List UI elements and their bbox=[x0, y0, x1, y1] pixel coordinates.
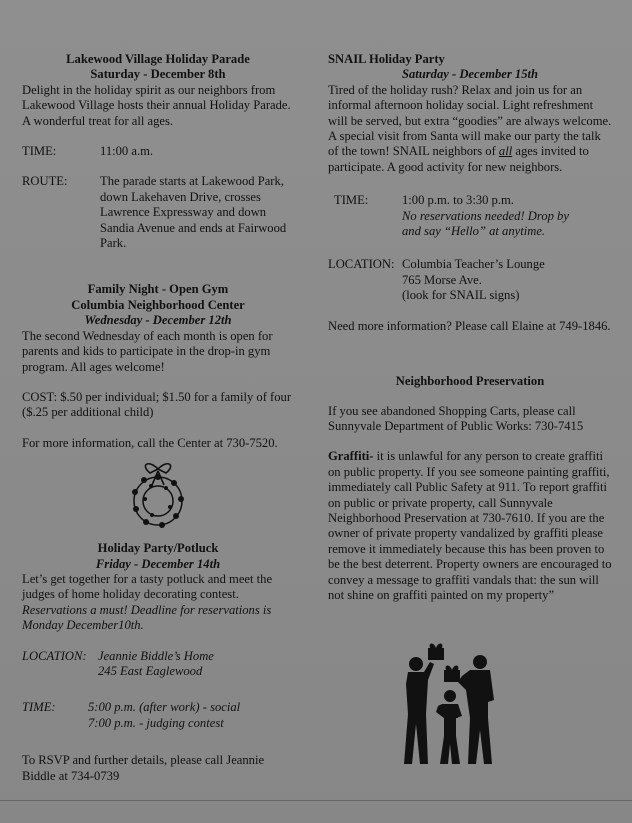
snail-location-label: LOCATION: bbox=[328, 257, 395, 272]
snail-location-row bbox=[328, 257, 612, 303]
potluck-date: Friday - December 14th bbox=[95, 556, 221, 571]
graffiti-label: Graffiti- bbox=[328, 449, 374, 464]
snail-time-label: TIME: bbox=[334, 193, 369, 208]
gym-body: The second Wednesday of each month is open for parents and kids to participate in the drop-in gym program. All ages welcome! bbox=[22, 328, 273, 374]
gym-info: For more information, call the Center at 730-7520. bbox=[22, 435, 278, 450]
snail-date: Saturday - December 15th bbox=[401, 67, 539, 82]
snail-location-line3: (look for SNAIL signs) bbox=[402, 288, 520, 303]
graffiti-body: it is unlawful for any person to create graffiti on public property. If you see someone painting graffiti, immediately call Public Safety at 911. To report graffiti on public or private property, call Sunnyvale Neighborhood Preservation at 730-7610. If you are the owner of private property vandalized by graffiti please remove it immediately because this has been proven to be the best deterrent. Property owners are encouraged to convey a message to graffiti vandals that: the sun will not shine on graffiti painted on my property” bbox=[328, 449, 612, 602]
parade-date: Saturday - December 8th bbox=[90, 67, 226, 82]
parade-route-label: ROUTE: bbox=[22, 174, 68, 189]
parade-route-value: The parade starts at Lakewood Park, down Lakehaven Drive, crosses Lawrence Expressway and down Sandia Avenue and ends at Fairwood Park. bbox=[100, 174, 287, 251]
snail-location-line2: 765 Morse Ave. bbox=[402, 272, 482, 287]
snail-time-note2: and say “Hello” at anytime. bbox=[402, 224, 546, 239]
preservation-graffiti bbox=[328, 449, 612, 603]
potluck-time-row bbox=[22, 700, 294, 731]
potluck-time-line1: 5:00 p.m. (after work) - social bbox=[88, 700, 241, 715]
snail-body-emphasis: all bbox=[498, 144, 513, 159]
family-gift-icon bbox=[400, 640, 500, 768]
snail-location-line1: Columbia Teacher’s Lounge bbox=[402, 257, 545, 272]
snail-time-note1: No reservations needed! Drop by bbox=[402, 208, 569, 223]
potluck-rsvp: To RSVP and further details, please call Jeannie Biddle at 734-0739 bbox=[22, 753, 265, 783]
left-column bbox=[22, 52, 294, 784]
snail-title: SNAIL Holiday Party bbox=[328, 52, 445, 66]
preservation-title: Neighborhood Preservation bbox=[395, 374, 545, 389]
gym-subtitle: Columbia Neighborhood Center bbox=[71, 297, 245, 312]
potluck-location-line1: Jeannie Biddle’s Home bbox=[98, 648, 214, 663]
gym-cost: COST: $.50 per individual; $1.50 for a family of four ($.25 per additional child) bbox=[22, 389, 292, 420]
snail-body bbox=[328, 83, 612, 175]
gym-date: Wednesday - December 12th bbox=[84, 313, 232, 328]
snail-time-row bbox=[328, 193, 612, 239]
potluck-body: Let’s get together for a tasty potluck and meet the judges of home holiday decorating contest. bbox=[22, 571, 273, 602]
potluck-time-line2: 7:00 p.m. - judging contest bbox=[88, 715, 224, 730]
parade-time-label: TIME: bbox=[22, 144, 57, 159]
preservation-carts: If you see abandoned Shopping Carts, please call Sunnyvale Department of Public Works: 730-7415 bbox=[328, 403, 584, 433]
parade-time-value: 11:00 a.m. bbox=[100, 144, 154, 159]
wreath-icon bbox=[118, 455, 198, 535]
potluck-location-label: LOCATION: bbox=[22, 648, 87, 663]
gym-title: Family Night - Open Gym bbox=[87, 282, 229, 297]
parade-time-row bbox=[22, 144, 294, 159]
parade-title: Lakewood Village Holiday Parade bbox=[66, 52, 250, 66]
snail-info: Need more information? Please call Elaine at 749-1846. bbox=[328, 318, 611, 333]
snail-body-before: Tired of the holiday rush? Relax and join us for an informal afternoon holiday social. Light refreshment will be served, but extra “goodies” are always welcome. A special visit from Santa will make our party the talk of the town! SNAIL neighbors of bbox=[328, 82, 612, 159]
snail-body-after: ages invited to participate. A good activity for new neighbors. bbox=[328, 144, 589, 174]
wreath-illustration bbox=[22, 455, 294, 535]
potluck-location-row bbox=[22, 649, 294, 680]
parade-body: Delight in the holiday spirit as our neighbors from Lakewood Village hosts their annual Holiday Parade. A wonderful treat for all ages. bbox=[22, 82, 291, 128]
potluck-time-label: TIME: bbox=[22, 700, 56, 715]
bottom-rule bbox=[0, 800, 632, 801]
potluck-title: Holiday Party/Potluck bbox=[97, 541, 219, 556]
potluck-note: Reservations a must! Deadline for reservations is Monday December10th. bbox=[22, 602, 272, 633]
parade-route-row bbox=[22, 174, 294, 251]
right-column bbox=[328, 52, 612, 603]
snail-time-value: 1:00 p.m. to 3:30 p.m. bbox=[402, 193, 514, 208]
potluck-location-line2: 245 East Eaglewood bbox=[98, 663, 203, 678]
